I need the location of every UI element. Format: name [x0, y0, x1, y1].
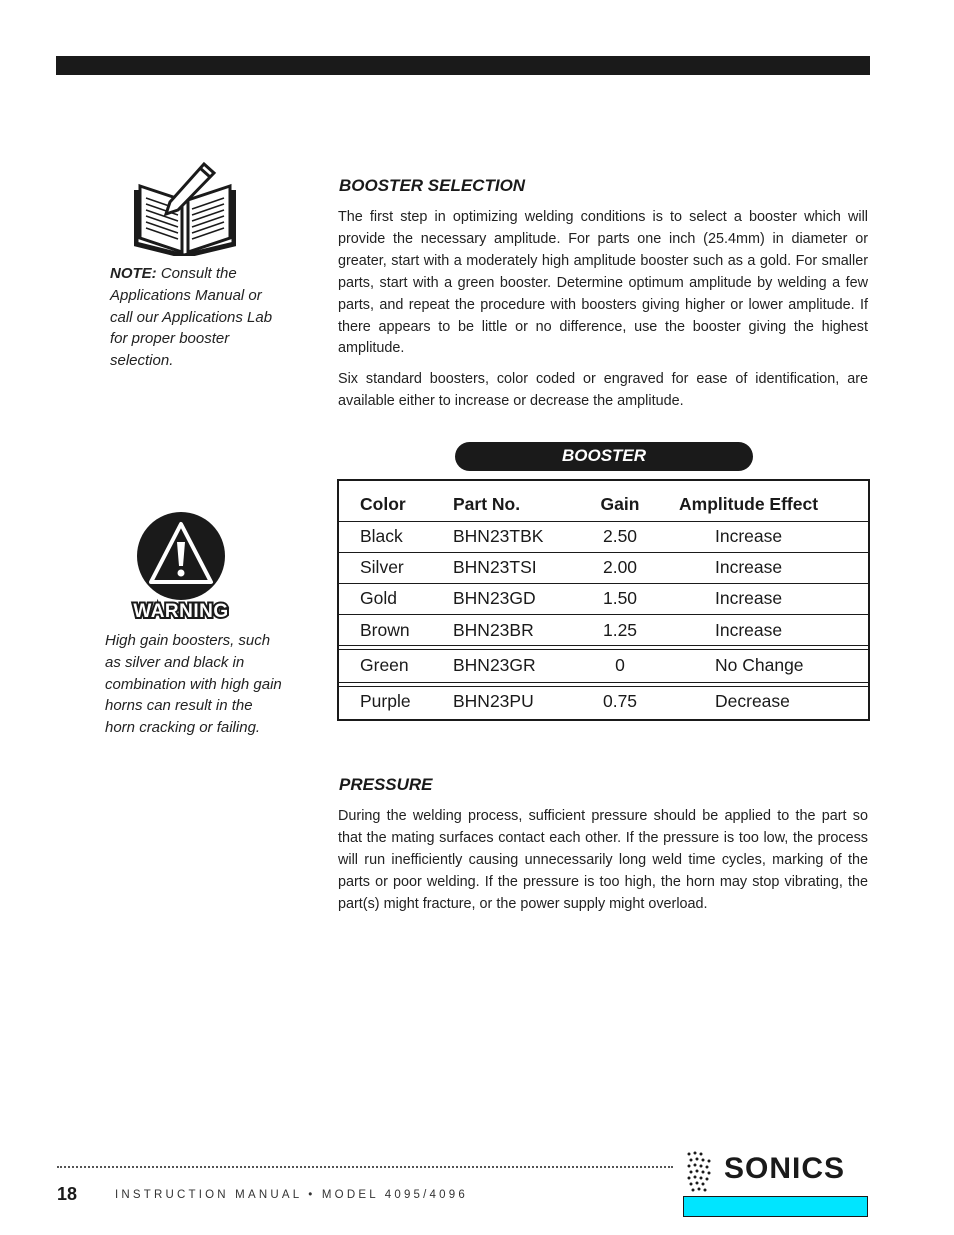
row-effect: Decrease — [715, 691, 790, 711]
row-part-no: BHN23GR — [453, 655, 536, 675]
row-effect: Increase — [715, 526, 783, 546]
booster-selection-paragraph-2: Six standard boosters, color coded or engraved for ease of identification, are available either to increase or decrease the amplitude. — [338, 371, 868, 409]
divider — [339, 645, 868, 646]
row-gain: 1.50 — [602, 588, 638, 608]
row-gain: 2.00 — [602, 557, 638, 577]
row-color: Green — [360, 655, 409, 675]
row-color: Purple — [360, 691, 411, 711]
header-color: Color — [360, 494, 406, 514]
header-bar — [56, 56, 870, 75]
row-effect: Increase — [715, 620, 783, 640]
divider — [339, 682, 868, 683]
row-gain: 0.75 — [602, 691, 638, 711]
footer-accent-bar — [683, 1196, 868, 1217]
row-effect: No Change — [715, 655, 804, 675]
header-gain: Gain — [600, 494, 640, 514]
row-gain: 1.25 — [602, 620, 638, 640]
divider — [339, 521, 868, 522]
divider — [339, 686, 868, 687]
booster-table — [337, 479, 870, 721]
row-gain: 2.50 — [602, 526, 638, 546]
warning-icon — [125, 510, 237, 626]
row-gain: 0 — [615, 655, 625, 675]
row-effect: Increase — [715, 557, 783, 577]
row-color: Gold — [360, 588, 397, 608]
booster-table-title: BOOSTER — [455, 442, 753, 471]
booster-selection-paragraph-1: The first step in optimizing welding conditions is to select a booster which will provide the necessary amplitude. For parts one inch (25.4mm) in diameter or greater, start with a moderately high amplitude booster such as a gold. For smaller parts, start with a green booster. Determine optimum amplitude by welding a few parts, and repeat the procedure with boosters giving higher or lower amplitude. If there appears to be little or no difference, use the booster giving the highest amplitude. — [338, 209, 868, 357]
header-amplitude-effect: Amplitude Effect — [679, 494, 819, 514]
booster-selection-heading: BOOSTER SELECTION — [339, 176, 526, 195]
sonics-logo-icon — [685, 1150, 715, 1192]
row-color: Black — [360, 526, 403, 546]
row-color: Brown — [360, 620, 410, 640]
divider — [339, 649, 868, 650]
pressure-heading: PRESSURE — [339, 775, 433, 794]
book-pencil-icon — [134, 160, 236, 256]
manual-title: INSTRUCTION MANUAL • MODEL 4095/4096 — [115, 1189, 468, 1201]
row-part-no: BHN23PU — [453, 691, 534, 711]
row-part-no: BHN23BR — [453, 620, 534, 640]
page-number: 18 — [57, 1184, 78, 1204]
note-text: Consult the Applications Manual or call our Applications Lab for proper booster selection. — [110, 265, 273, 370]
warning-label: WARNING — [133, 601, 229, 622]
pressure-paragraph: During the welding process, sufficient pressure should be applied to the part so that the mating surfaces contact each other. If the pressure is too low, the process will run inefficiently causing unnecessarily long weld time cycles, marking of the parts or poor welding. If the pressure is too high, the horn may stop vibrating, the part(s) might fracture, or the power supply might overload. — [338, 808, 868, 912]
header-part-no: Part No. — [453, 494, 521, 514]
note-callout — [110, 263, 285, 372]
divider — [339, 552, 868, 553]
row-part-no: BHN23TSI — [453, 557, 537, 577]
row-part-no: BHN23GD — [453, 588, 536, 608]
row-effect: Increase — [715, 588, 783, 608]
brand-name: SONICS — [724, 1152, 846, 1185]
row-part-no: BHN23TBK — [453, 526, 544, 546]
divider — [339, 583, 868, 584]
divider — [339, 614, 868, 615]
row-color: Silver — [360, 557, 404, 577]
warning-text: High gain boosters, such as silver and black in combination with high gain horns can result in the horn cracking or failing. — [105, 632, 282, 737]
footer-dotted-rule — [57, 1166, 673, 1168]
note-label: NOTE: — [110, 265, 157, 282]
